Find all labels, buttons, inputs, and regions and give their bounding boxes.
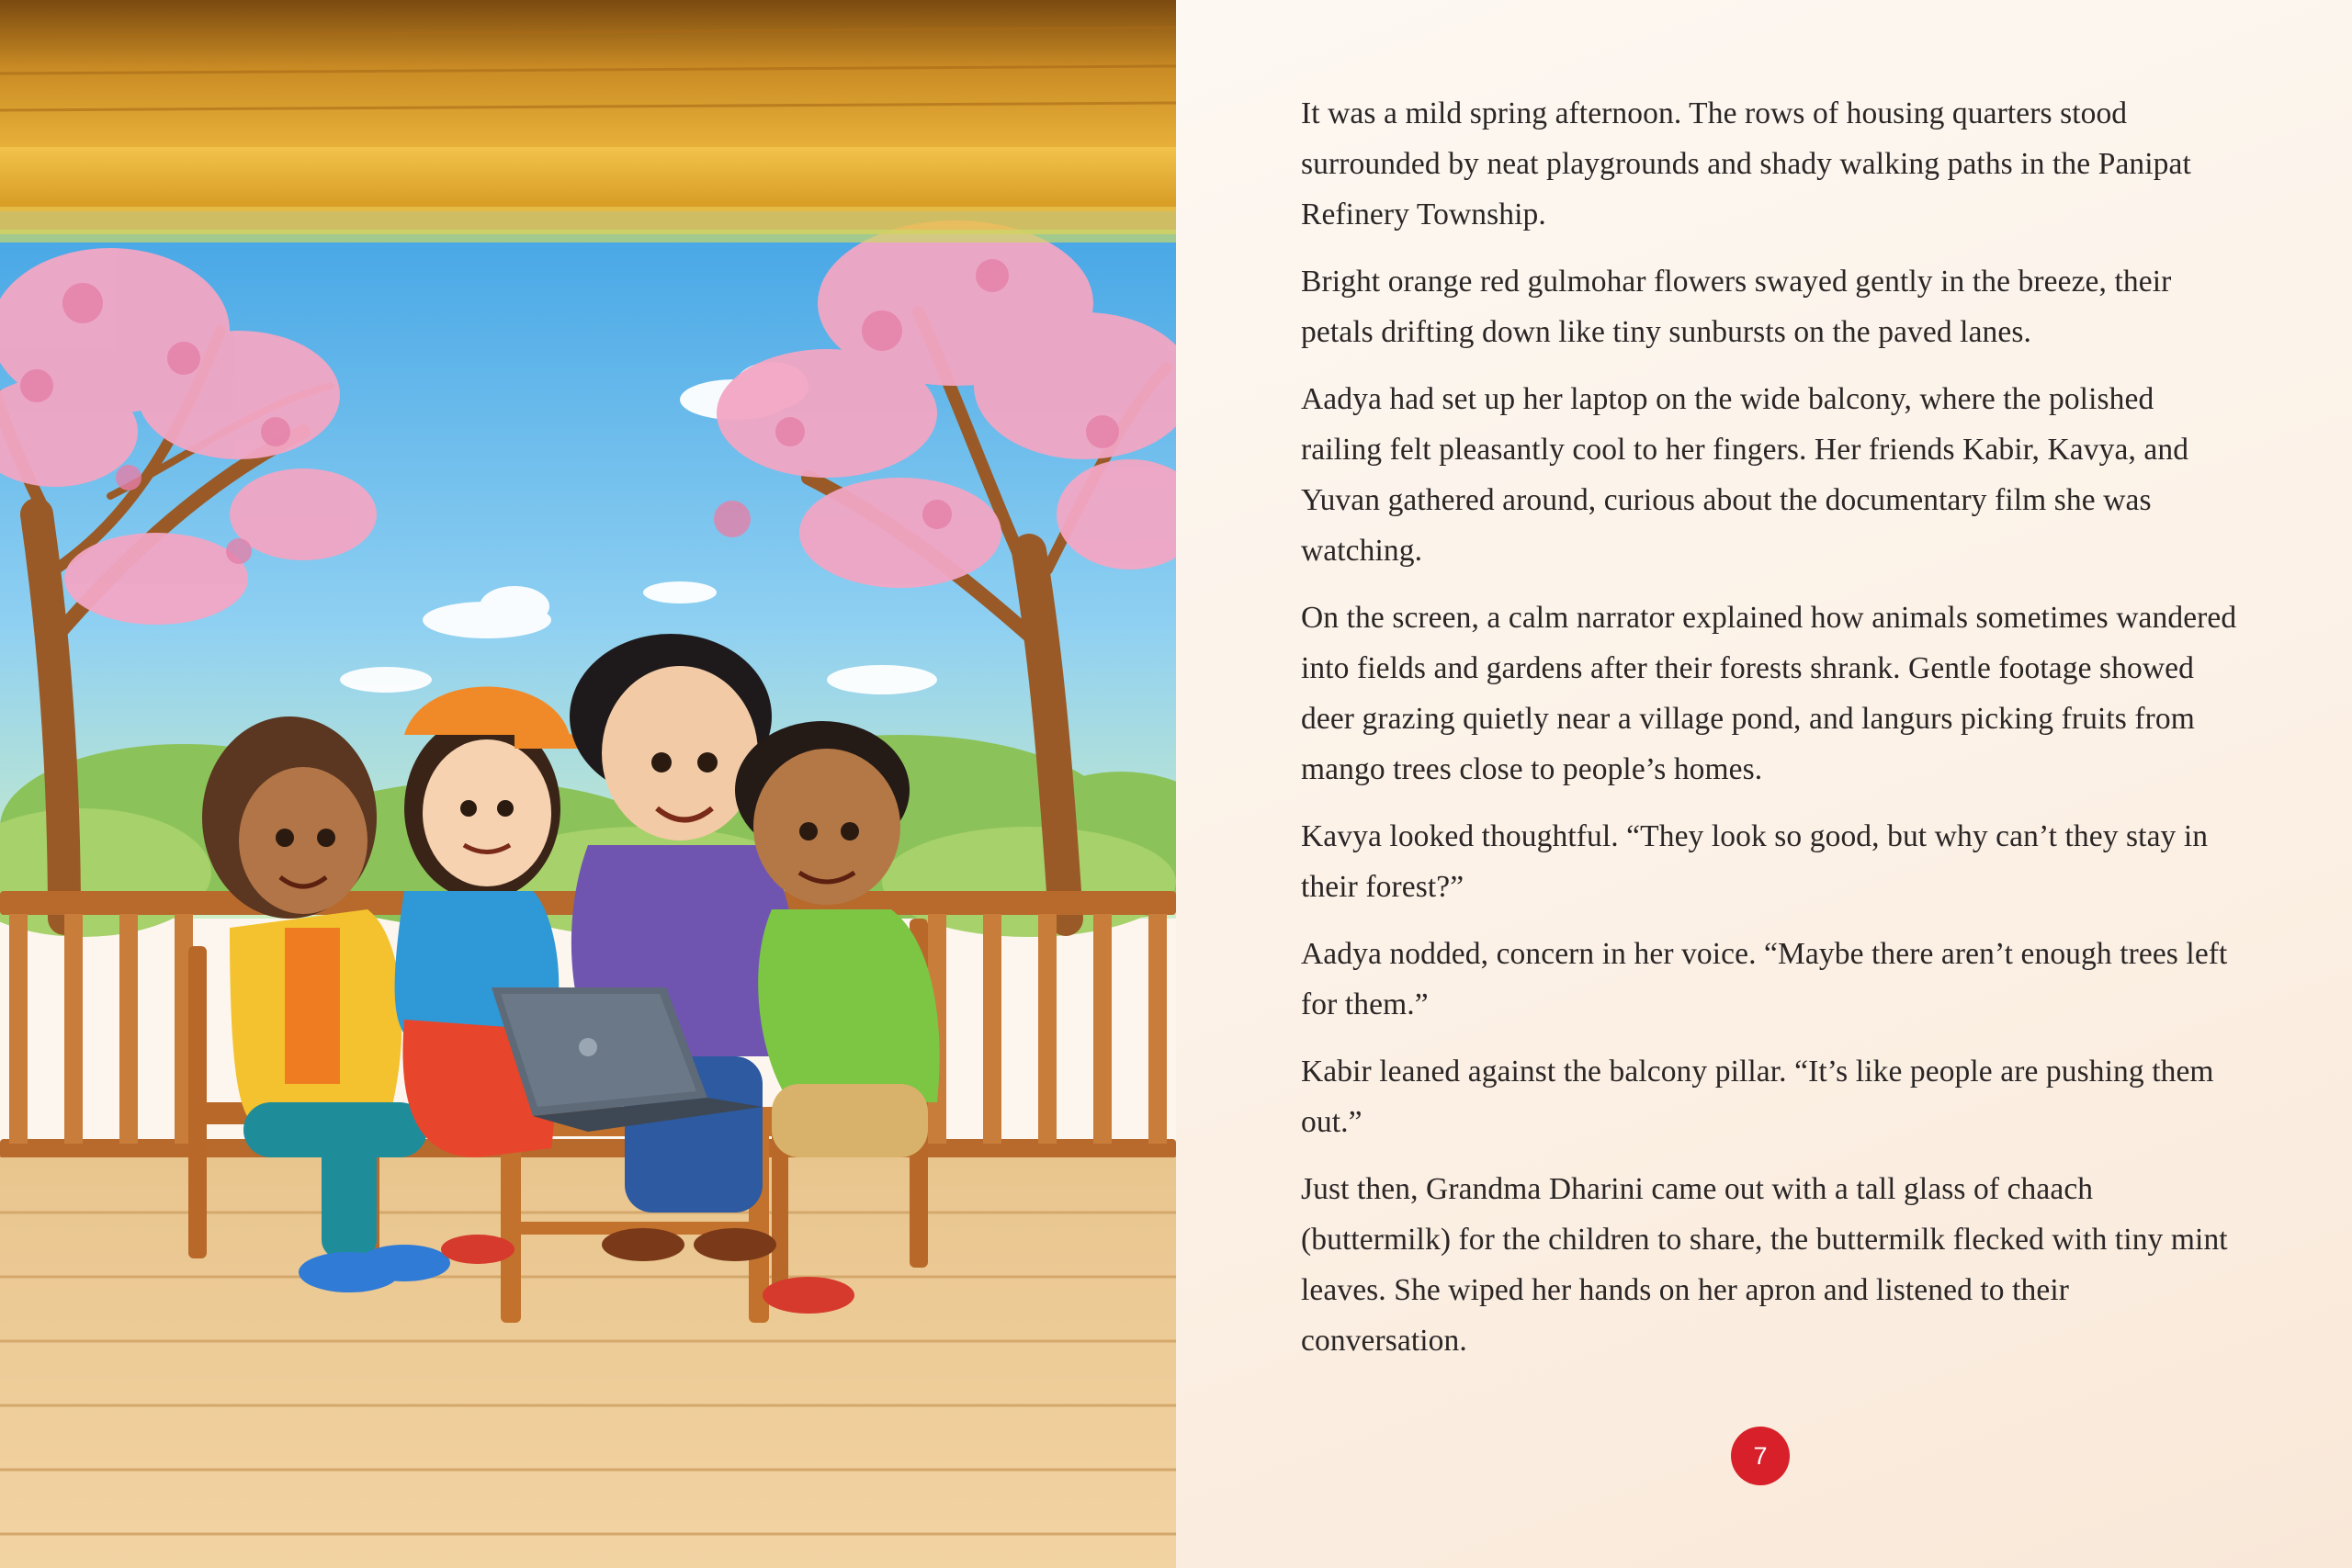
story-paragraph: Just then, Grandma Dharini came out with a tall glass of chaach (buttermilk) for the children to share, the buttermilk flecked with tiny mint leaves. She wiped her hands on her apron and listened to their conversation. <box>1301 1172 2228 1358</box>
story-paragraph: Kabir leaned against the balcony pillar. “It’s like people are pushing them out.” <box>1301 1055 2214 1139</box>
story-paragraph: Aadya had set up her laptop on the wide balcony, where the polished railing felt pleasantly cool to her fingers. Her friends Kabir, Kavya, and Yuvan gathered around, curious about the documentary film she was watching. <box>1301 382 2189 568</box>
text-page <box>1176 0 2352 1568</box>
story-paragraph: Aadya nodded, concern in her voice. “Maybe there aren’t enough trees left for them.” <box>1301 937 2228 1021</box>
story-text <box>1301 88 2238 1382</box>
story-paragraph: On the screen, a calm narrator explained how animals sometimes wandered into fields and gardens after their forests shrank. Gentle footage showed deer grazing quietly near a village pond, and langurs picking fruits from mango trees close to people’s homes. <box>1301 601 2237 786</box>
story-paragraph: It was a mild spring afternoon. The rows of housing quarters stood surrounded by neat playgrounds and shady walking paths in the Panipat Refinery Township. <box>1301 96 2191 231</box>
story-paragraph: Kavya looked thoughtful. “They look so good, but why can’t they stay in their forest?” <box>1301 819 2209 904</box>
story-paragraph: Bright orange red gulmohar flowers swayed gently in the breeze, their petals drifting down like tiny sunbursts on the paved lanes. <box>1301 265 2172 349</box>
page-number-badge: 7 <box>1731 1427 1790 1485</box>
